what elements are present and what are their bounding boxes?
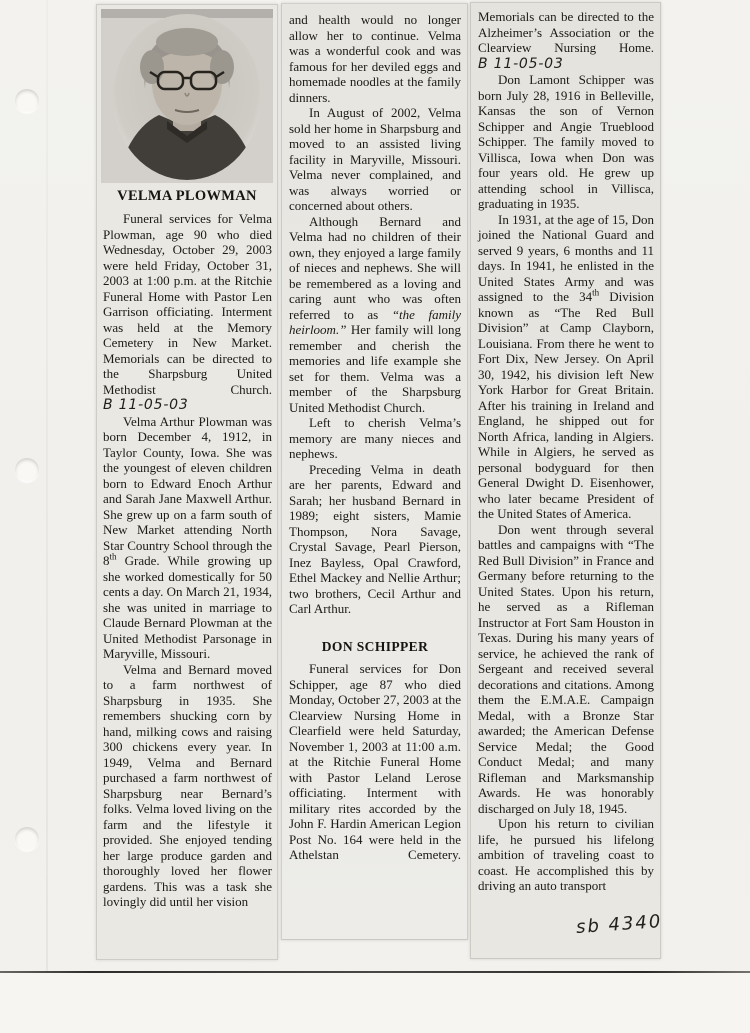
handwritten-date: B 11-05-03 — [478, 55, 564, 72]
paragraph: Velma Arthur Plowman was born December 4, 1912, in Taylor County, Iowa. She was the youngest of eleven children born to Edward Enoch Arthur and Sarah Jane Maxwell Arthur. She grew up on a farm south of New Market attending North Star Country School through the 8th Grade. While growing up she worked domestically for 50 cents a day. On March 21, 1934, she was united in marriage to Claude Bernard Plowman at the United Methodist Parsonage in Maryville, Missouri. — [103, 413, 272, 661]
hole-punch — [15, 89, 39, 113]
paragraph: Left to cherish Velma’s memory are many nieces and nephews. — [289, 415, 461, 461]
paragraph: Funeral services for Don Schipper, age 87 who died Monday, October 27, 2003 at the Clearview Nursing Home in Clearfield were held Saturday, November 1, 2003 at 11:00 a.m. at the Ritchie Funeral Home with Pastor Leland Lerose officiating. Interment with military rites accorded by the John F. Hardin American Legion Post No. 164 were held in the Athelstan Cemetery. — [289, 661, 461, 862]
portrait-photo — [101, 9, 273, 183]
obituary-clipping-velma-plowman — [96, 4, 278, 960]
paragraph: Don went through several battles and campaigns with “The Red Bull Division” in France and Germany before returning to the United States. Upon his return, he served as a Rifleman Instructor at Fort Sam Houston in Texas. During his many years of service, he achieved the rank of Sergeant and received several decorations and citations. Among them the E.M.A.E. Campaign Medal, with a Bronze Star awarded; the American Defense Service Medal; the Good Conduct Medal; and many Rifleman and Marksmanship Awards. He was honorably discharged on July 18, 1945. — [478, 521, 654, 816]
photo-caption: VELMA PLOWMAN — [117, 188, 257, 204]
paragraph: Although Bernard and Velma had no children of their own, they enjoyed a large family of nieces and nephews. She will be remembered as a loving and caring aunt who was often referred to as “the family heirloom.” Her family will long remember and cherish the memories and life example she set for them. Velma was a member of the Sharpsburg United Methodist Church. — [289, 213, 461, 415]
paragraph: Preceding Velma in death are her parents, Edward and Sarah; her husband Bernard in 1989; eight sisters, Mamie Thompson, Nora Savage, Crystal Savage, Pearl Pierson, Inez Bayless, Opal Crawford, Ethel Mackey and Nellie Arthur; two brothers, Cecil Arthur and Carl Arthur. — [289, 461, 461, 616]
article-heading: DON SCHIPPER — [321, 638, 429, 654]
handwritten-code: sb 4340 — [575, 911, 663, 938]
hole-punch — [15, 827, 39, 851]
obituary-column-3 — [478, 9, 654, 894]
page-edge-line — [0, 971, 750, 973]
paragraph: Funeral services for Velma Plowman, age 90 who died Wednesday, October 29, 2003 were held Friday, October 31, 2003 at 1:00 p.m. at the Ritchie Funeral Home with Pastor Len Garrison officiating. Interment was held at the Memory Cemetery in New Market. Memorials can be directed to the Sharpsburg United Methodist Church. B 11-05-03 — [103, 211, 272, 413]
obituary-column-2 — [289, 12, 461, 863]
obituary-clipping-don-schipper — [470, 2, 661, 959]
paragraph: Memorials can be directed to the Alzheimer’s Association or the Clearview Nursing Home. B 11-05-03 — [478, 9, 654, 72]
handwritten-date: B 11-05-03 — [103, 397, 189, 413]
portrait-photo-image — [101, 9, 273, 183]
obituary-column-1 — [103, 211, 272, 910]
paragraph: Upon his return to civilian life, he pursued his lifelong ambition of traveling coast to coast. He accomplished this by driving an auto transport — [478, 816, 654, 893]
paragraph: In 1931, at the age of 15, Don joined the National Guard and served 9 years, 6 months and 11 days. In 1941, he enlisted in the United States Army and was assigned to the 34th Division known as “The Red Bull Division” at Camp Clayborn, Louisiana. From there he went to Fort Dix, New Jersey. On April 30, 1942, his division left New York Harbor for Great Britain. After his training in Ireland and England, he shipped out for North Africa, landing in Algiers. While in Algiers, he served as personal bodyguard for then General Dwight D. Eisenhower, who later became President of the United States of America. — [478, 211, 654, 521]
obituary-clipping-middle — [281, 3, 468, 940]
paragraph: In August of 2002, Velma sold her home in Sharpsburg and moved to an assisted living facility in Maryville, Missouri. Velma never complained, and was always worried or concerned about others. — [289, 105, 461, 213]
paragraph: Don Lamont Schipper was born July 28, 1916 in Belleville, Kansas the son of Vernon Schipper and Angie Trueblood Schipper. The family moved to Villisca, Iowa when Don was four years old. He grew up attending school in Villisca, graduating in 1935. — [478, 72, 654, 211]
hole-punch — [15, 458, 39, 482]
page-crease — [46, 0, 48, 971]
paragraph: Velma and Bernard moved to a farm northwest of Sharpsburg in 1935. She remembers shucking corn by hand, milking cows and raising 300 chickens every year. In 1949, Velma and Bernard purchased a farm northwest of Sharpsburg near Bernard’s folks. Velma loved living on the farm and the lifestyle it provided. She enjoyed tending her large produce garden and thoroughly loved her flower gardens. This was a task she lovingly did until her vision — [103, 661, 272, 909]
paragraph: and health would no longer allow her to continue. Velma was a wonderful cook and was famous for her deviled eggs and homemade noodles at the family dinners. — [289, 12, 461, 105]
page-bottom-area — [0, 973, 750, 1033]
